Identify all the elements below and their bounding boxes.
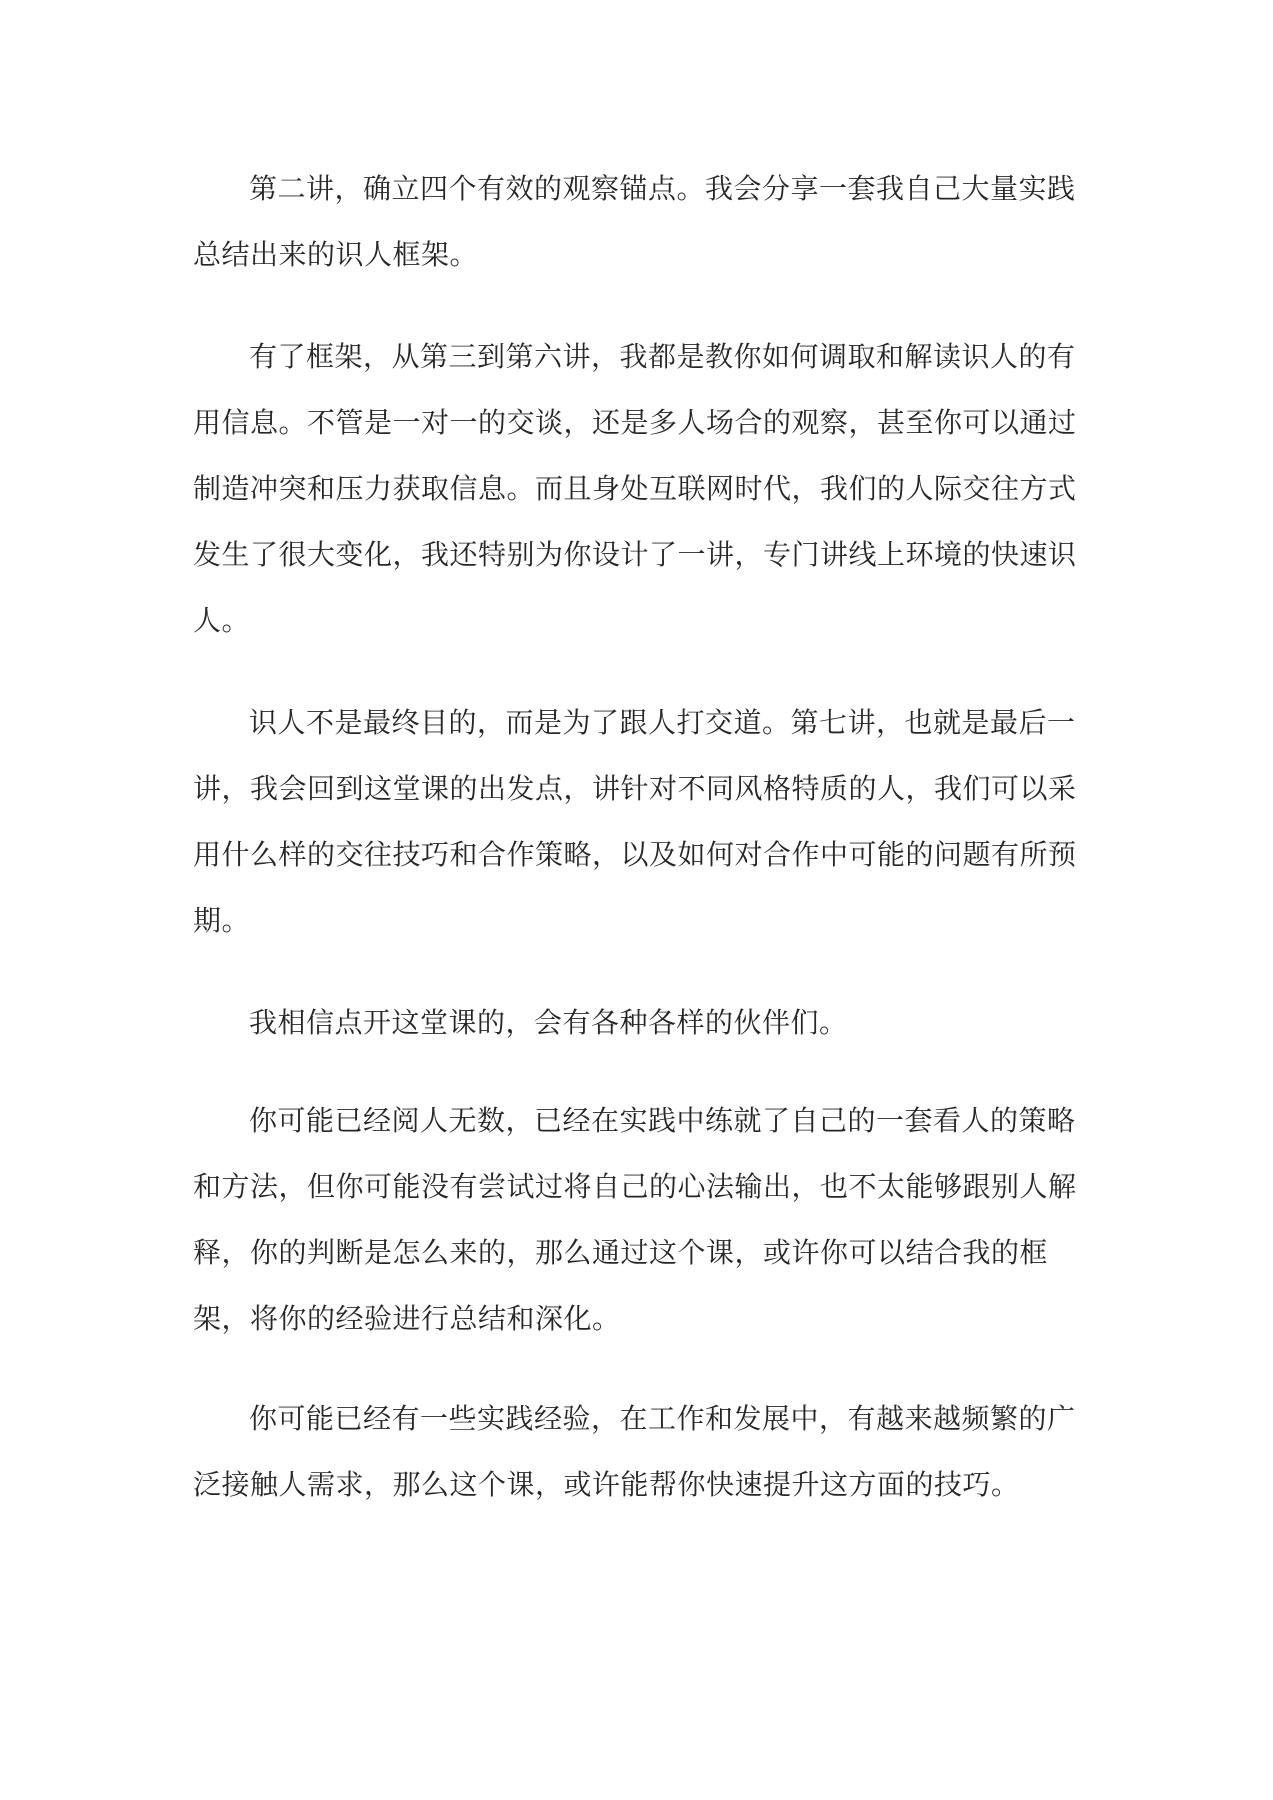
- paragraph-3: [193, 690, 1077, 954]
- paragraph-line: 你可能已经阅人无数，已经在实践中练就了自己的一套看人的策略: [249, 1104, 1076, 1137]
- paragraph-line: 你可能已经有一些实践经验，在工作和发展中，有越来越频繁的广: [249, 1402, 1076, 1435]
- paragraph-line: 架，将你的经验进行总结和深化。: [193, 1302, 621, 1335]
- paragraph-line: 我相信点开这堂课的，会有各种各样的伙伴们。: [249, 1006, 848, 1039]
- paragraph-1: [193, 156, 1076, 288]
- paragraph-6: [193, 1386, 1076, 1518]
- paragraph-line: 和方法，但你可能没有尝试过将自己的心法输出，也不太能够跟别人解: [193, 1170, 1077, 1203]
- paragraph-line: 释，你的判断是怎么来的，那么通过这个课，或许你可以结合我的框: [193, 1236, 1049, 1269]
- paragraph-line: 讲，我会回到这堂课的出发点，讲针对不同风格特质的人，我们可以采: [193, 772, 1077, 805]
- paragraph-line: 用什么样的交往技巧和合作策略，以及如何对合作中可能的问题有所预: [193, 838, 1077, 871]
- paragraph-line: 发生了很大变化，我还特别为你设计了一讲，专门讲线上环境的快速识: [193, 538, 1077, 571]
- paragraph-line: 制造冲突和压力获取信息。而且身处互联网时代，我们的人际交往方式: [193, 472, 1077, 505]
- paragraph-line: 有了框架，从第三到第六讲，我都是教你如何调取和解读识人的有: [249, 340, 1076, 373]
- paragraph-line: 识人不是最终目的，而是为了跟人打交道。第七讲，也就是最后一: [249, 706, 1076, 739]
- paragraph-5: [193, 1088, 1077, 1352]
- paragraph-line: 泛接触人需求，那么这个课，或许能帮你快速提升这方面的技巧。: [193, 1468, 1020, 1501]
- paragraph-line: 总结出来的识人框架。: [193, 238, 479, 271]
- paragraph-2: [193, 324, 1077, 654]
- paragraph-line: 人。: [193, 604, 251, 637]
- paragraph-line: 第二讲，确立四个有效的观察锚点。我会分享一套我自己大量实践: [249, 172, 1076, 205]
- paragraph-line: 期。: [193, 904, 251, 937]
- paragraph-line: 用信息。不管是一对一的交谈，还是多人场合的观察，甚至你可以通过: [193, 406, 1077, 439]
- paragraph-4: [193, 990, 1059, 1056]
